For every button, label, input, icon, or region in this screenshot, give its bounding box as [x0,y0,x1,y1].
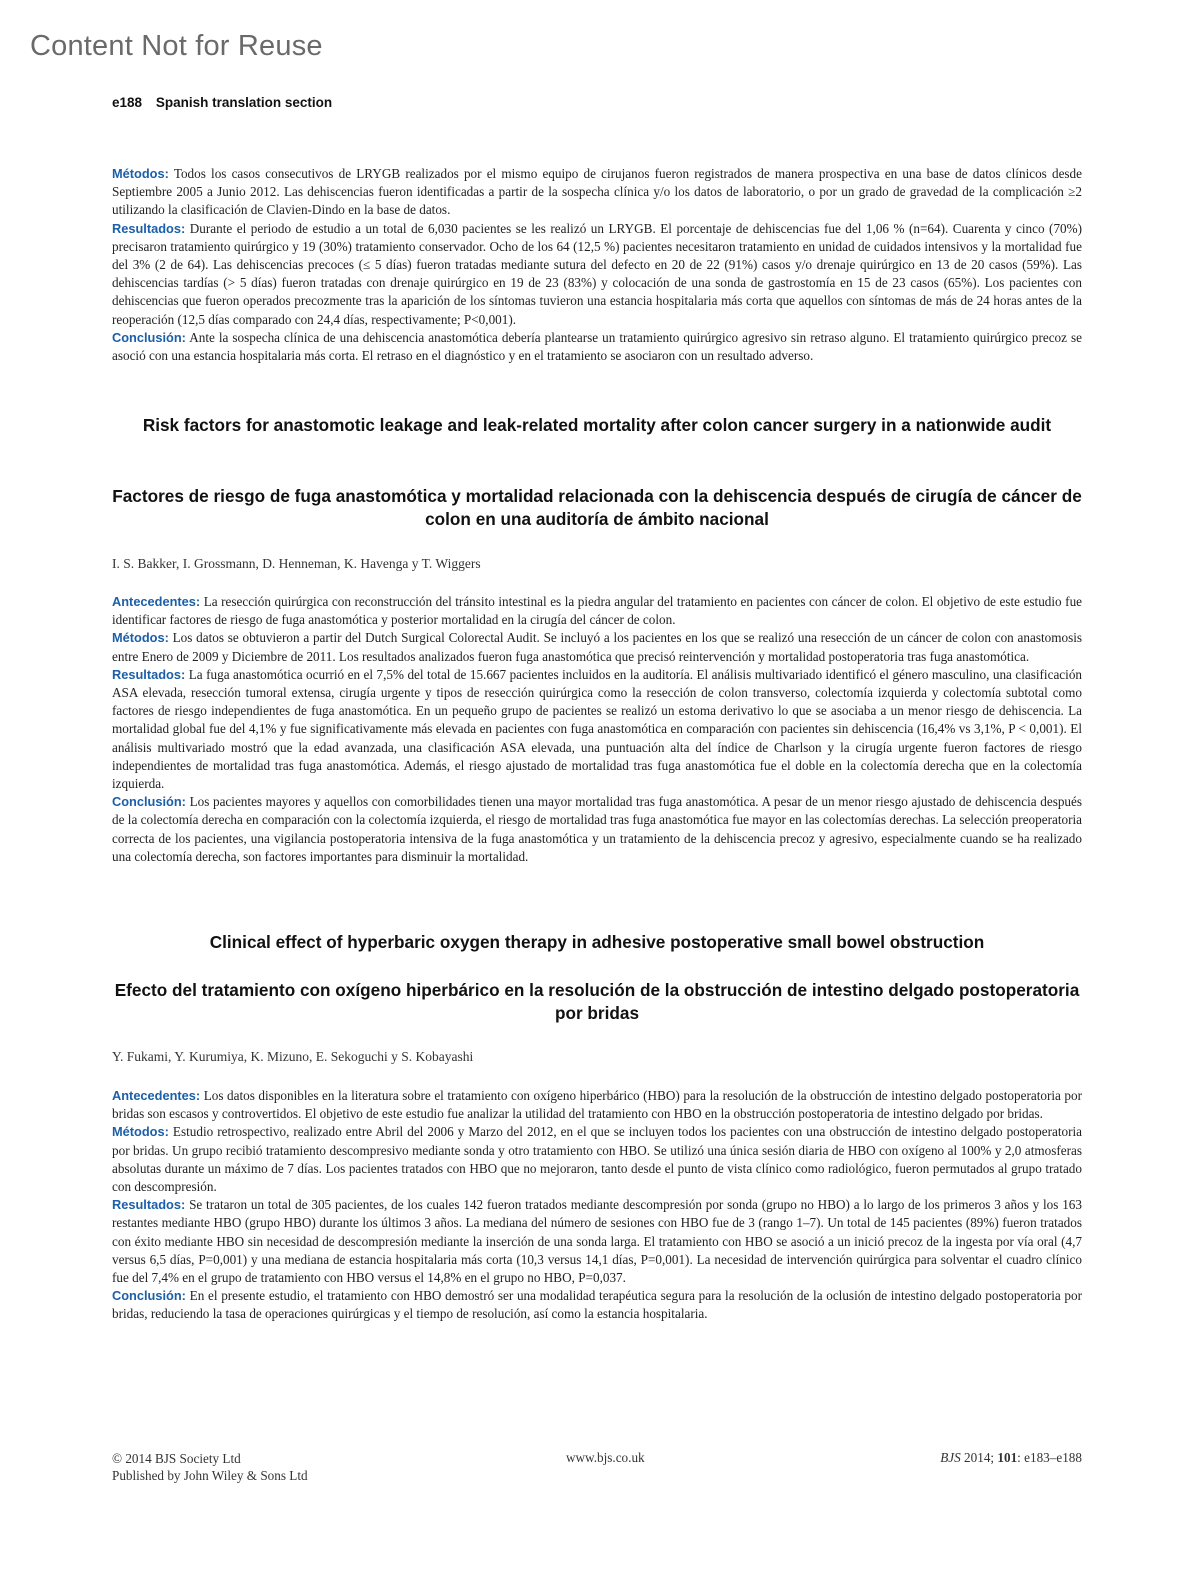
article2-title-es: Efecto del tratamiento con oxígeno hiperbárico en la resolución de la obstrucción de intestino delgado postoperatoria por bridas [114,980,1080,1023]
a2-metodos-text: Estudio retrospectivo, realizado entre Abril del 2006 y Marzo del 2012, en el que se incluyen todos los pacientes con una obstrucción de intestino delgado postoperatoria por bridas. Un grupo recibió tratamiento descompresivo mediante sonda y otro tratamiento con HBO. Se utilizó una única sesión diaria de HBO con oxígeno al 100% y 2,0 atmosferas absolutas durante un máximo de 7 días. Los pacientes tratados con HBO que no mejoraron, tanto desde el punto de vista clínico como radiológico, fueron permutados al grupo tratado con descompresión. [112,1124,1083,1195]
a1-antecedentes-label: Antecedentes: [112,594,201,609]
prev-metodos-paragraph [112,165,1082,220]
prev-metodos-text: Todos los casos consecutivos de LRYGB realizados por el mismo equipo de cirujanos fueron registrados de manera prospectiva en una base de datos clínicos desde Septiembre 2005 a Junio 2012. Las dehiscencias fueron identificadas a partir de la sospecha clínica y/o los datos de laboratorio, o por un grado de gravedad de la complicación ≥2 utilizando la clasificación de Clavien-Dindo en la base de datos. [112,166,1083,218]
article1-authors: I. S. Bakker, I. Grossmann, D. Henneman, K. Havenga y T. Wiggers [112,556,481,571]
footer-pages: : e183–e188 [1017,1450,1082,1465]
a2-antecedentes-text: Los datos disponibles en la literatura sobre el tratamiento con oxígeno hiperbárico (HBO) para la resolución de la obstrucción de intestino delgado postoperatoria por bridas son escasos y controvertidos. El objetivo de este estudio fue analizar la utilidad del tratamiento con HBO en la obstrucción postoperatoria de intestino delgado por bridas. [112,1088,1082,1122]
prev-conclusion-paragraph [112,329,1082,365]
article1-abstract [112,593,1082,866]
a1-metodos-label: Métodos: [112,630,169,646]
a1-conclusion-paragraph [112,793,1082,866]
footer-url[interactable]: www.bjs.co.uk [566,1450,645,1465]
a2-conclusion-text: En el presente estudio, el tratamiento con HBO demostró ser una modalidad terapéutica segura para la resolución de la oclusión de intestino delgado postoperatoria por bridas, reduciendo la tasa de operaciones quirúrgicas y el tiempo de resolución, así como la estancia hospitalaria. [112,1288,1083,1322]
page-number: e188 [112,95,143,110]
article1-title-es: Factores de riesgo de fuga anastomótica y mortalidad relacionada con la dehiscencia después de cirugía de cáncer de colon en una auditoría de ámbito nacional [112,486,1082,529]
a1-conclusion-text: Los pacientes mayores y aquellos con comorbilidades tienen una mayor mortalidad tras fuga anastomótica. A pesar de un menor riesgo ajustado de dehiscencia después de la colectomía derecha en comparación con la colectomía izquierda, el riesgo de mortalidad tras fuga anastomótica fue mayor en las colectomías derechas. La selección preoperatoria correcta de los pacientes, una vigilancia postoperatoria intensiva de la fuga anastomótica y un tratamiento de la dehiscencia precoz y agresivo, especialmente cuando se ha realizado una colectomía derecha, son factores importantes para disminuir la mortalidad. [112,794,1082,864]
a1-metodos-paragraph [112,629,1082,665]
watermark: Content Not for Reuse [30,30,323,62]
a2-resultados-label: Resultados: [112,1197,186,1213]
prev-resultados-label: Resultados: [112,220,186,236]
a1-metodos-text: Los datos se obtuvieron a partir del Dutch Surgical Colorectal Audit. Se incluyó a los pacientes en los que se realizó una resección de un cáncer de colon con anastomosis entre Enero de 2009 y Diciembre de 2011. Los resultados analizados fueron fuga anastomótica que precisó reintervención y mortalidad postoperatoria tras fuga anastomótica. [112,630,1082,664]
article1-title-en: Risk factors for anastomotic leakage and leak-related mortality after colon cancer surgery in a nationwide audit [142,415,1052,435]
a1-resultados-label: Resultados: [112,666,186,682]
prev-resultados-text: Durante el periodo de estudio a un total de 6,030 pacientes se les realizó un LRYGB. El porcentaje de dehiscencias fue del 1,06 % (n=64). Cuarenta y cinco (70%) precisaron tratamiento quirúrgico y 19 (30%) tratamiento conservador. Ocho de los 64 (12,5 %) pacientes necesitaron tratamiento en unidad de cuidados intensivos y la mortalidad fue del 3% (2 de 64). Las dehiscencias precoces (≤ 5 días) fueron tratadas mediante sutura del defecto en 20 de 22 (91%) casos y/o drenaje quirúrgico en 13 de 20 casos (59%). Las dehiscencias tardías (> 5 días) fueron tratadas con drenaje quirúrgico en 19 de 23 (83%) y colocación de una sonda de gastrostomía en 15 de 23 casos (65%). Los pacientes con dehiscencias que fueron operados precozmente tras la aparición de los síntomas tuvieron una estancia hospitalaria más corta que aquellos con síntomas de más de 24 horas antes de la reoperación (12,5 días comparado con 24,4 días, respectivamente; P<0,001). [112,220,1083,327]
a1-resultados-paragraph [112,666,1082,793]
a1-antecedentes-text: La resección quirúrgica con reconstrucción del tránsito intestinal es la piedra angular del tratamiento en pacientes con cáncer de colon. El objetivo de este estudio fue identificar factores de riesgo de fuga anastomótica y posterior mortalidad en la cirugía del cáncer de colon. [112,594,1083,628]
a1-conclusion-label: Conclusión: [112,794,186,810]
a2-antecedentes-label: Antecedentes: [112,1088,201,1103]
footer-copyright: © 2014 BJS Society Ltd [112,1451,241,1466]
a2-resultados-text: Se trataron un total de 305 pacientes, de los cuales 142 fueron tratados mediante descompresión por sonda (grupo no HBO) a lo largo de los primeros 3 años y los 163 restantes mediante HBO (grupo HBO) durante los últimos 3 años. La mediana del número de sesiones con HBO fue de 3 (rango 1–7). Un total de 145 pacientes (89%) fueron tratados con éxito mediante HBO sin necesidad de descompresión mediante la inserción de una sonda larga. El tratamiento con HBO se asoció a un inició precoz de la ingesta por vía oral (4,7 versus 6,5 días, P=0,001) y una mediana de estancia hospitalaria más corta (10,3 versus 14,1 días, P=0,001). La necesidad de intervención quirúrgica para solventar el cuadro clínico fue del 7,4% en el grupo de tratamiento con HBO versus el 14,8% en el grupo no HBO, P=0,037. [112,1197,1082,1286]
article2-title-en: Clinical effect of hyperbaric oxygen therapy in adhesive postoperative small bowel obstruction [209,932,985,952]
a1-antecedentes-paragraph [112,593,1082,629]
footer-copyright-block [112,1450,308,1484]
article2-abstract [112,1087,1082,1324]
footer-volume: 101 [997,1450,1018,1465]
a2-conclusion-paragraph [112,1287,1082,1323]
a2-antecedentes-paragraph [112,1087,1082,1123]
article2-authors: Y. Fukami, Y. Kurumiya, K. Mizuno, E. Sekoguchi y S. Kobayashi [112,1049,474,1064]
a2-conclusion-label: Conclusión: [112,1288,186,1304]
footer-year: 2014; [964,1450,995,1465]
a1-resultados-text: La fuga anastomótica ocurrió en el 7,5% del total de 15.667 pacientes incluidos en la auditoría. El análisis multivariado identificó el género masculino, una clasificación ASA elevada, resección tumoral extensa, cirugía urgente y tipos de resección quirúrgica como la resección de colon transverso, colectomía izquierda y colectomía subtotal como factores de riesgo independientes de fuga anastomótica. En un pequeño grupo de pacientes se realizó un estoma derivativo lo que se asociaba a un menor riesgo de dehiscencia. La mortalidad global fue del 4,1% y fue significativamente más elevada en pacientes con fuga anastomótica en comparación con pacientes sin dehiscencia (16,4% vs 3,1%, P < 0,001). El análisis multivariado mostró que la edad avanzada, una clasificación ASA elevada, una puntuación alta del índice de Charlson y la cirugía urgente fueron factores de riesgo independientes de mortalidad tras fuga anastomótica. Además, el riesgo ajustado de mortalidad tras fuga anastomótica fue el doble en la colectomía derecha que en la colectomía izquierda. [112,666,1083,792]
prev-article-abstract [112,165,1082,365]
prev-conclusion-text: Ante la sospecha clínica de una dehiscencia anastomótica debería plantearse un tratamiento quirúrgico agresivo sin retraso alguno. El tratamiento quirúrgico precoz se asoció con una estancia hospitalaria más corta. El retraso en el diagnóstico y en el tratamiento se asociaron con un resultado adverso. [112,329,1082,364]
footer-publisher: Published by John Wiley & Sons Ltd [112,1468,308,1483]
a2-metodos-label: Métodos: [112,1124,169,1140]
footer-journal: BJS [940,1450,961,1465]
running-head [112,95,332,110]
footer-citation [940,1450,1082,1466]
prev-resultados-paragraph [112,220,1082,329]
prev-metodos-label: Métodos: [112,166,169,181]
section-name: Spanish translation section [155,95,333,110]
a2-metodos-paragraph [112,1123,1082,1196]
a2-resultados-paragraph [112,1196,1082,1287]
prev-conclusion-label: Conclusión: [112,329,186,345]
